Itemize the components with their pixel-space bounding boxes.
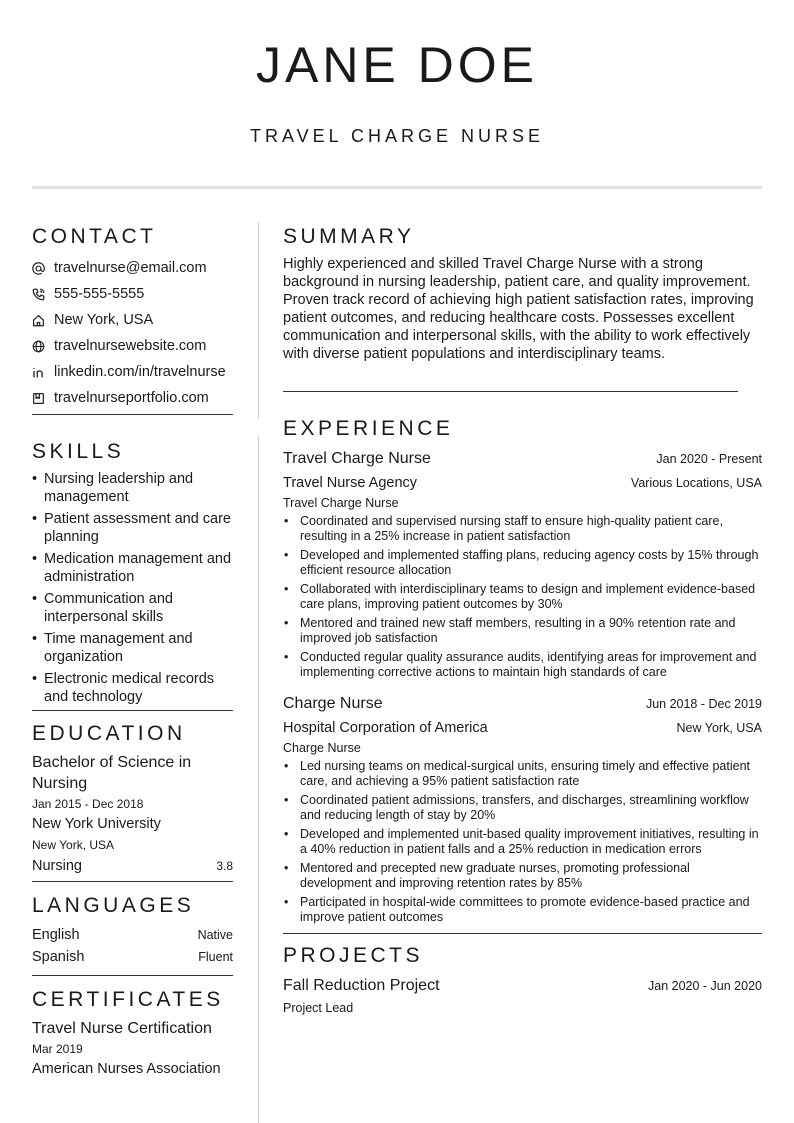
job-bullet: • Developed and implemented staffing plans, reducing agency costs by 15% through efficient resource allocation	[284, 548, 759, 577]
languages-heading: LANGUAGES	[32, 894, 195, 917]
skill-item: • Medication management and administration	[32, 551, 232, 585]
summary-heading: SUMMARY	[283, 225, 415, 248]
summary-divider	[283, 391, 738, 392]
language-row	[32, 946, 233, 968]
summary-text: Highly experienced and skilled Travel Charge Nurse with a strong background in nursing leadership, patient care, and quality improvement. Proven track record of achieving high patient satisfaction rates, improving patient outcomes, and reducing healthcare costs. Possesses excellent communication and interpersonal skills, with the ability to work effectively with diverse patient populations and interdisciplinary teams.	[283, 256, 754, 362]
contact-portfolio-text[interactable]: travelnurseportfolio.com	[54, 390, 209, 406]
contact-location-text: New York, USA	[54, 312, 154, 328]
education-school: New York University	[32, 816, 161, 832]
left-column	[32, 224, 233, 1080]
education-dates: Jan 2015 - Dec 2018	[32, 797, 144, 811]
certificate-date: Mar 2019	[32, 1042, 83, 1056]
contact-phone[interactable]	[32, 281, 233, 307]
languages-divider	[32, 975, 233, 976]
skill-item: • Time management and organization	[32, 631, 193, 665]
experience-section	[283, 416, 762, 934]
language-row	[32, 924, 233, 946]
job-title: Travel Charge Nurse	[283, 450, 431, 467]
job-bullet: • Mentored and precepted new graduate nurses, promoting professional development and improving retention rates by 85%	[284, 861, 690, 890]
portfolio-icon	[32, 392, 54, 405]
job-entry	[283, 447, 762, 680]
experience-divider	[283, 933, 762, 934]
at-icon	[32, 262, 54, 275]
project-dates: Jan 2020 - Jun 2020	[648, 979, 762, 993]
language-name: Spanish	[32, 949, 85, 965]
contact-website-text[interactable]: travelnursewebsite.com	[54, 338, 207, 354]
projects-heading: PROJECTS	[283, 944, 424, 967]
education-gpa: 3.8	[216, 859, 233, 873]
contact-portfolio[interactable]	[32, 385, 233, 411]
job-title: Charge Nurse	[283, 695, 383, 712]
projects-section	[283, 943, 762, 1018]
education-location: New York, USA	[32, 838, 115, 852]
skill-item: • Electronic medical records and technology	[32, 671, 215, 705]
header-divider	[32, 186, 762, 189]
certificate-issuer: American Nurses Association	[32, 1061, 221, 1077]
contact-email-text[interactable]: travelnurse@email.com	[54, 260, 207, 276]
job-bullet: • Led nursing teams on medical-surgical units, ensuring timely and effective patient care, and achieving a 95% patient satisfaction rate	[284, 759, 751, 788]
job-dates: Jan 2020 - Present	[656, 452, 762, 466]
skill-item: • Communication and interpersonal skills	[32, 591, 173, 625]
certificates-heading: CERTIFICATES	[32, 988, 224, 1011]
education-divider	[32, 881, 233, 882]
contact-linkedin[interactable]	[32, 359, 233, 385]
job-title-heading: TRAVEL CHARGE NURSE	[249, 126, 545, 146]
job-company: Hospital Corporation of America	[283, 720, 488, 736]
job-location: New York, USA	[676, 721, 762, 735]
project-name: Fall Reduction Project	[283, 977, 440, 994]
job-location: Various Locations, USA	[630, 476, 762, 490]
job-bullet: • Conducted regular quality assurance audits, identifying areas for improvement and implementing corrective actions to maintain high standards of care	[284, 650, 757, 679]
job-bullet: • Mentored and trained new staff members, resulting in a 90% retention rate and improved job satisfaction	[284, 616, 736, 645]
certificates-section	[32, 987, 233, 1080]
job-role: Travel Charge Nurse	[283, 496, 399, 510]
education-heading: EDUCATION	[32, 722, 186, 745]
job-bullet: • Developed and implemented unit-based quality improvement initiatives, resulting in a 40% reduction in patient falls and a 25% reduction in medication errors	[284, 827, 759, 856]
education-field-row	[32, 855, 233, 877]
languages-section	[32, 893, 233, 976]
education-degree: Bachelor of Science in Nursing	[32, 754, 192, 792]
job-bullet: • Collaborated with interdisciplinary teams to design and implement evidence-based care plans, improving patient outcomes by 30%	[284, 582, 756, 611]
contact-website[interactable]	[32, 333, 233, 359]
contact-location	[32, 307, 233, 333]
contact-heading: CONTACT	[32, 225, 157, 248]
linkedin-icon	[32, 366, 54, 379]
contact-section	[32, 224, 233, 415]
skills-section	[32, 439, 233, 711]
globe-icon	[32, 340, 54, 353]
skills-heading: SKILLS	[32, 440, 125, 463]
contact-divider	[32, 414, 233, 415]
education-field: Nursing	[32, 858, 82, 874]
column-divider-top	[258, 222, 259, 419]
right-column	[283, 224, 762, 1021]
contact-linkedin-text[interactable]: linkedin.com/in/travelnurse	[54, 364, 226, 380]
skill-item: • Nursing leadership and management	[32, 471, 194, 505]
experience-heading: EXPERIENCE	[283, 417, 454, 440]
home-icon	[32, 314, 54, 327]
summary-section	[283, 224, 762, 392]
skills-divider	[32, 710, 233, 711]
job-bullet: • Participated in hospital-wide committees to promote evidence-based practice and improve patient outcomes	[284, 895, 750, 924]
job-entry	[283, 692, 762, 925]
skill-item: • Patient assessment and care planning	[32, 511, 231, 545]
contact-phone-text[interactable]: 555-555-5555	[54, 286, 145, 302]
job-bullet: • Coordinated and supervised nursing staff to ensure high-quality patient care, resulting in a 25% increase in patient satisfaction	[284, 514, 723, 543]
language-level: Native	[197, 928, 233, 942]
education-section	[32, 721, 233, 882]
certificate-name: Travel Nurse Certification	[32, 1020, 212, 1037]
name-heading: JANE DOE	[255, 37, 539, 93]
job-dates: Jun 2018 - Dec 2019	[645, 697, 762, 711]
project-role: Project Lead	[283, 1001, 354, 1015]
job-bullet: • Coordinated patient admissions, transfers, and discharges, streamlining workflow and reducing length of stay by 20%	[284, 793, 749, 822]
contact-email[interactable]	[32, 255, 233, 281]
phone-icon	[32, 288, 54, 301]
column-divider-bottom	[258, 436, 259, 1123]
language-name: English	[32, 927, 80, 943]
job-company: Travel Nurse Agency	[283, 475, 418, 491]
language-level: Fluent	[198, 950, 233, 964]
job-role: Charge Nurse	[283, 741, 361, 755]
